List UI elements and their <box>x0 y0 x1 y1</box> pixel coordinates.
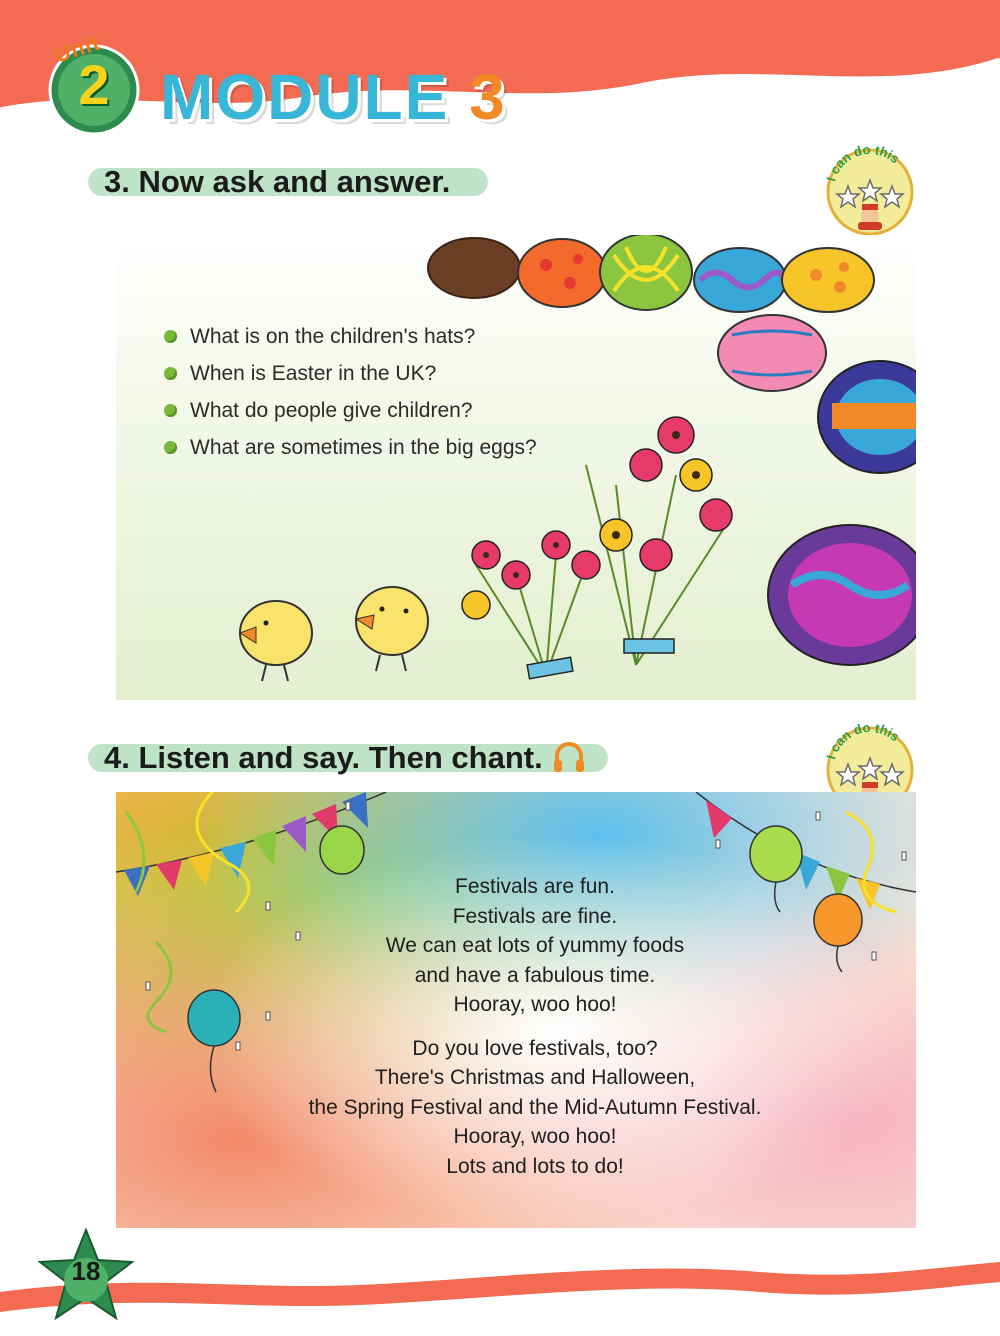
bullet-icon <box>164 441 177 454</box>
chant-line: We can eat lots of yummy foods <box>385 934 685 957</box>
list-item <box>160 429 537 466</box>
bullet-icon <box>164 367 177 380</box>
chant-line: Hooray, woo hoo! <box>453 1125 617 1148</box>
unit-label: Unit <box>51 29 104 68</box>
bullet-icon <box>164 330 177 343</box>
bottom-decorative-band <box>0 1230 1000 1336</box>
question-text: When is Easter in the UK? <box>190 362 437 385</box>
section-4-title: 4. Listen and say. Then chant. <box>104 740 543 775</box>
chant-text <box>210 872 860 1181</box>
badge-2-text: I can do this <box>823 719 903 761</box>
chant-line: Do you love festivals, too? <box>412 1036 658 1060</box>
chant-line: Festivals are fun. <box>455 875 615 898</box>
question-text: What is on the children's hats? <box>190 325 476 348</box>
chant-line: the Spring Festival and the Mid-Autumn Festival. <box>308 1095 762 1119</box>
chant-line: Hooray, woo hoo! <box>453 993 617 1016</box>
question-text: What do people give children? <box>190 399 473 422</box>
headphones-icon[interactable] <box>551 740 587 776</box>
list-item <box>160 355 537 392</box>
module-title <box>160 60 507 134</box>
chant-line: Festivals are fine. <box>452 904 618 928</box>
question-text: What are sometimes in the big eggs? <box>190 436 537 459</box>
chant-line: There's Christmas and Halloween, <box>374 1066 696 1089</box>
section-3-header <box>88 162 528 202</box>
verse-gap <box>210 1020 860 1034</box>
question-list <box>160 318 537 466</box>
unit-number: 2 <box>78 53 110 116</box>
list-item <box>160 318 537 355</box>
list-item <box>160 392 537 429</box>
module-word: MODULE <box>160 61 450 133</box>
section-4-header <box>88 738 648 778</box>
section-3-illustration-panel <box>116 235 916 700</box>
section-3-title: 3. Now ask and answer. <box>104 164 451 199</box>
badge-1-text: I can do this <box>823 141 903 183</box>
bullet-icon <box>164 404 177 417</box>
i-can-do-this-badge[interactable] <box>822 140 918 236</box>
page-number: 18 <box>71 1256 101 1286</box>
chant-line: Lots and lots to do! <box>446 1154 624 1178</box>
chant-line: and have a fabulous time. <box>414 963 656 987</box>
module-number: 3 <box>469 61 507 133</box>
